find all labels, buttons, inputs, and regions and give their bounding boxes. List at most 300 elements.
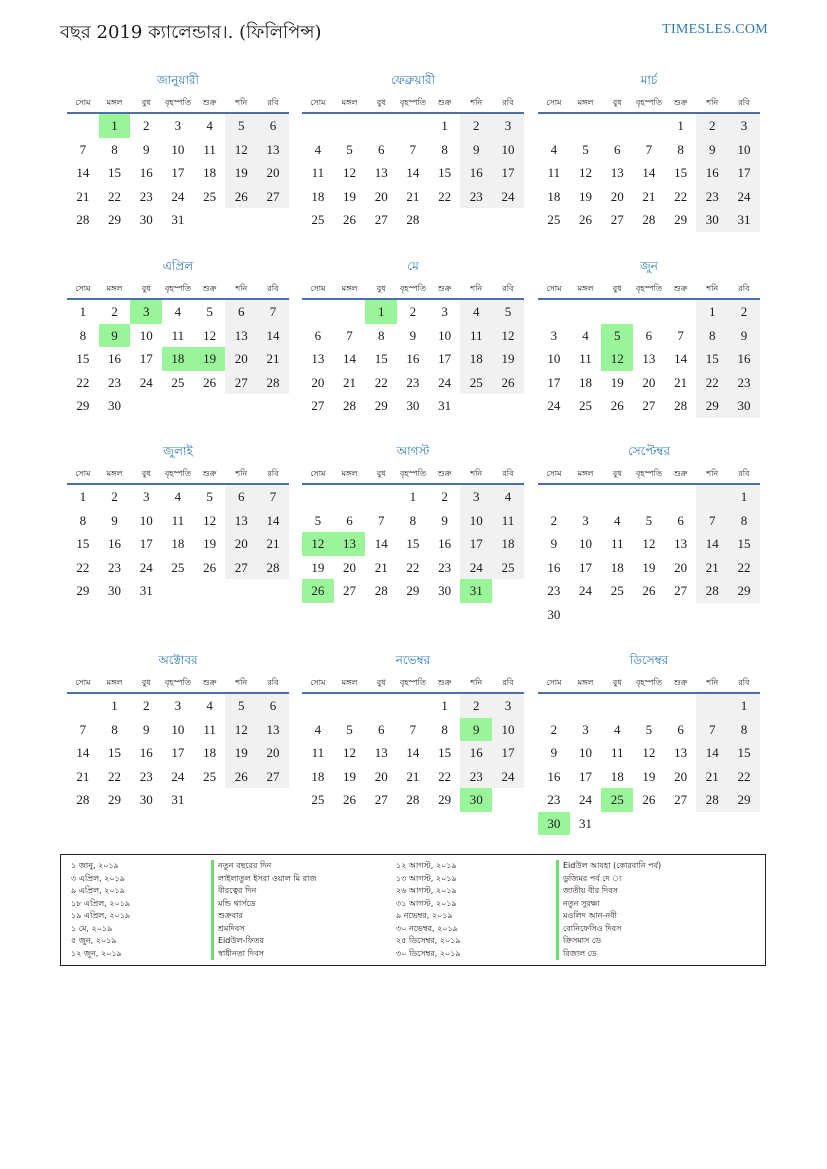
day-cell[interactable]: 16 [108, 351, 122, 366]
day-cell[interactable]: 24 [438, 374, 452, 390]
day-cell[interactable]: 28 [406, 212, 420, 227]
day-cell[interactable]: 22 [674, 188, 688, 204]
day-cell[interactable]: 6 [377, 721, 385, 737]
day-cell[interactable]: 5 [645, 512, 653, 528]
day-cell[interactable]: 19 [343, 188, 357, 204]
day-cell[interactable]: 3 [174, 118, 182, 133]
day-cell[interactable]: 16 [108, 536, 122, 551]
day-cell[interactable]: 31 [139, 583, 153, 598]
day-cell[interactable]: 12 [302, 532, 334, 556]
day-cell[interactable]: 11 [492, 509, 524, 533]
day-cell[interactable]: 17 [139, 351, 153, 366]
day-cell[interactable]: 31 [171, 212, 185, 227]
day-cell[interactable]: 29 [728, 788, 760, 812]
day-cell[interactable]: 19 [579, 188, 593, 204]
day-cell[interactable]: 17 [139, 536, 153, 551]
day-cell[interactable]: 5 [206, 304, 213, 319]
day-cell[interactable]: 22 [728, 765, 760, 789]
day-cell[interactable]: 2 [696, 114, 728, 138]
day-cell[interactable]: 25 [203, 768, 217, 784]
day-cell[interactable]: 26 [492, 371, 524, 395]
day-cell[interactable]: 15 [374, 351, 388, 366]
day-cell[interactable]: 26 [302, 579, 334, 603]
day-cell[interactable]: 11 [610, 745, 624, 760]
day-cell[interactable]: 29 [374, 398, 388, 413]
day-cell[interactable]: 25 [171, 559, 185, 575]
day-cell[interactable]: 18 [311, 768, 325, 784]
day-cell[interactable]: 1 [79, 304, 87, 319]
day-cell[interactable]: 9 [142, 141, 150, 157]
day-cell[interactable]: 18 [492, 532, 524, 556]
day-cell[interactable]: 22 [76, 559, 90, 575]
day-cell[interactable]: 30 [438, 583, 452, 598]
day-cell[interactable]: 18 [171, 536, 185, 551]
day-cell[interactable]: 13 [225, 324, 257, 348]
day-cell[interactable]: 18 [203, 745, 217, 760]
day-cell[interactable]: 12 [579, 165, 593, 180]
day-cell[interactable]: 29 [674, 212, 688, 227]
day-cell[interactable]: 27 [674, 583, 688, 598]
day-cell[interactable]: 8 [441, 141, 448, 157]
day-cell[interactable]: 21 [257, 347, 289, 371]
day-cell[interactable]: 11 [203, 141, 216, 157]
day-cell[interactable]: 31 [579, 815, 593, 831]
day-cell[interactable]: 22 [438, 188, 452, 204]
day-cell[interactable]: 20 [257, 161, 289, 185]
day-cell[interactable]: 28 [76, 792, 90, 807]
day-cell[interactable]: 9 [409, 327, 417, 343]
day-cell[interactable]: 25 [171, 374, 185, 390]
day-cell[interactable]: 6 [613, 141, 621, 157]
day-cell[interactable]: 27 [374, 792, 388, 807]
day-cell[interactable]: 14 [696, 741, 728, 765]
day-cell[interactable]: 9 [460, 718, 492, 742]
day-cell[interactable]: 21 [76, 768, 90, 784]
day-cell[interactable]: 28 [406, 792, 420, 807]
day-cell[interactable]: 12 [343, 165, 357, 180]
day-cell[interactable]: 12 [225, 138, 257, 162]
day-cell[interactable]: 26 [203, 374, 217, 390]
day-cell[interactable]: 22 [374, 374, 388, 390]
day-cell[interactable]: 22 [406, 559, 420, 575]
day-cell[interactable]: 8 [79, 327, 87, 343]
day-cell[interactable]: 11 [171, 512, 185, 528]
day-cell[interactable]: 13 [642, 351, 656, 366]
day-cell[interactable]: 20 [674, 559, 688, 575]
day-cell[interactable]: 27 [225, 556, 257, 580]
day-cell[interactable]: 16 [139, 745, 153, 760]
day-cell[interactable]: 14 [696, 532, 728, 556]
day-cell[interactable]: 15 [728, 741, 760, 765]
day-cell[interactable]: 16 [406, 351, 420, 366]
day-cell[interactable]: 16 [547, 559, 561, 575]
day-cell[interactable]: 29 [76, 398, 90, 413]
day-cell[interactable]: 20 [343, 559, 357, 575]
day-cell[interactable]: 4 [582, 327, 589, 343]
day-cell[interactable]: 10 [728, 138, 760, 162]
day-cell[interactable]: 20 [674, 768, 688, 784]
day-cell[interactable]: 12 [642, 536, 656, 551]
day-cell[interactable]: 6 [257, 694, 289, 718]
day-cell[interactable]: 15 [438, 165, 452, 180]
day-cell[interactable]: 17 [438, 351, 452, 366]
day-cell[interactable]: 11 [547, 165, 561, 180]
day-cell[interactable]: 8 [677, 141, 684, 157]
day-cell[interactable]: 6 [677, 512, 684, 528]
day-cell[interactable]: 9 [728, 324, 760, 348]
day-cell[interactable]: 10 [460, 509, 492, 533]
day-cell[interactable]: 14 [374, 536, 388, 551]
day-cell[interactable]: 10 [139, 327, 153, 343]
day-cell[interactable]: 23 [728, 371, 760, 395]
day-cell[interactable]: 1 [99, 114, 131, 138]
day-cell[interactable]: 16 [460, 161, 492, 185]
day-cell[interactable]: 24 [579, 583, 593, 598]
day-cell[interactable]: 19 [642, 559, 656, 575]
day-cell[interactable]: 8 [111, 141, 118, 157]
day-cell[interactable]: 20 [311, 374, 325, 390]
day-cell[interactable]: 25 [579, 398, 593, 413]
day-cell[interactable]: 4 [206, 118, 213, 133]
day-cell[interactable]: 31 [728, 208, 760, 232]
day-cell[interactable]: 8 [728, 718, 760, 742]
day-cell[interactable]: 7 [409, 141, 417, 157]
day-cell[interactable]: 3 [582, 721, 589, 737]
day-cell[interactable]: 10 [492, 138, 524, 162]
day-cell[interactable]: 1 [79, 489, 87, 504]
day-cell[interactable]: 17 [728, 161, 760, 185]
day-cell[interactable]: 25 [492, 556, 524, 580]
day-cell[interactable]: 4 [314, 141, 322, 157]
day-cell[interactable]: 12 [225, 718, 257, 742]
day-cell[interactable]: 13 [610, 165, 624, 180]
day-cell[interactable]: 9 [696, 138, 728, 162]
day-cell[interactable]: 2 [550, 512, 558, 528]
day-cell[interactable]: 4 [174, 304, 182, 319]
day-cell[interactable]: 17 [460, 532, 492, 556]
day-cell[interactable]: 14 [76, 745, 90, 760]
day-cell[interactable]: 4 [174, 489, 182, 504]
day-cell[interactable]: 3 [582, 512, 589, 528]
day-cell[interactable]: 18 [579, 374, 593, 390]
day-cell[interactable]: 1 [677, 118, 684, 133]
day-cell[interactable]: 1 [441, 118, 448, 133]
day-cell[interactable]: 3 [728, 114, 760, 138]
day-cell[interactable]: 17 [171, 165, 185, 180]
day-cell[interactable]: 14 [257, 509, 289, 533]
day-cell[interactable]: 4 [206, 698, 213, 713]
day-cell[interactable]: 8 [377, 327, 385, 343]
day-cell[interactable]: 4 [314, 721, 322, 737]
day-cell[interactable]: 12 [492, 324, 524, 348]
day-cell[interactable]: 13 [257, 138, 289, 162]
day-cell[interactable]: 11 [311, 745, 325, 760]
day-cell[interactable]: 8 [441, 721, 448, 737]
day-cell[interactable]: 12 [343, 745, 357, 760]
day-cell[interactable]: 1 [409, 489, 417, 504]
day-cell[interactable]: 2 [460, 114, 492, 138]
day-cell[interactable]: 26 [343, 792, 357, 807]
day-cell[interactable]: 30 [406, 398, 420, 413]
day-cell[interactable]: 23 [460, 185, 492, 209]
day-cell[interactable]: 26 [225, 185, 257, 209]
day-cell[interactable]: 7 [696, 718, 728, 742]
day-cell[interactable]: 7 [677, 327, 684, 343]
day-cell[interactable]: 24 [171, 188, 185, 204]
day-cell[interactable]: 8 [696, 324, 728, 348]
day-cell[interactable]: 17 [579, 768, 593, 784]
day-cell[interactable]: 20 [642, 374, 656, 390]
day-cell[interactable]: 9 [142, 721, 150, 737]
day-cell[interactable]: 9 [441, 512, 448, 528]
day-cell[interactable]: 15 [438, 745, 452, 760]
day-cell[interactable]: 3 [492, 114, 524, 138]
day-cell[interactable]: 15 [108, 745, 122, 760]
day-cell[interactable]: 17 [579, 559, 593, 575]
day-cell[interactable]: 2 [441, 489, 448, 504]
day-cell[interactable]: 19 [194, 347, 226, 371]
day-cell[interactable]: 29 [76, 583, 90, 598]
day-cell[interactable]: 3 [174, 698, 182, 713]
day-cell[interactable]: 23 [406, 374, 420, 390]
day-cell[interactable]: 25 [601, 788, 633, 812]
day-cell[interactable]: 27 [343, 583, 357, 598]
day-cell[interactable]: 23 [460, 765, 492, 789]
day-cell[interactable]: 27 [257, 765, 289, 789]
day-cell[interactable]: 11 [460, 324, 492, 348]
day-cell[interactable]: 19 [343, 768, 357, 784]
day-cell[interactable]: 14 [406, 745, 420, 760]
day-cell[interactable]: 30 [460, 788, 492, 812]
day-cell[interactable]: 2 [142, 118, 150, 133]
day-cell[interactable]: 2 [111, 489, 118, 504]
day-cell[interactable]: 21 [76, 188, 90, 204]
day-cell[interactable]: 22 [108, 188, 122, 204]
day-cell[interactable]: 19 [610, 374, 624, 390]
day-cell[interactable]: 9 [99, 324, 131, 348]
day-cell[interactable]: 20 [374, 188, 388, 204]
day-cell[interactable]: 12 [203, 327, 217, 343]
day-cell[interactable]: 7 [377, 512, 385, 528]
day-cell[interactable]: 26 [610, 398, 624, 413]
day-cell[interactable]: 10 [438, 327, 452, 343]
day-cell[interactable]: 24 [728, 185, 760, 209]
day-cell[interactable]: 26 [642, 792, 656, 807]
day-cell[interactable]: 26 [203, 559, 217, 575]
day-cell[interactable]: 17 [492, 161, 524, 185]
day-cell[interactable]: 12 [642, 745, 656, 760]
day-cell[interactable]: 25 [311, 212, 325, 227]
day-cell[interactable]: 25 [311, 792, 325, 807]
day-cell[interactable]: 28 [374, 583, 388, 598]
day-cell[interactable]: 24 [492, 185, 524, 209]
day-cell[interactable]: 4 [613, 721, 621, 737]
day-cell[interactable]: 6 [346, 512, 353, 528]
day-cell[interactable]: 9 [460, 138, 492, 162]
day-cell[interactable]: 7 [257, 300, 289, 324]
day-cell[interactable]: 5 [346, 141, 353, 157]
day-cell[interactable]: 5 [346, 721, 353, 737]
day-cell[interactable]: 19 [203, 536, 217, 551]
day-cell[interactable]: 8 [111, 721, 118, 737]
day-cell[interactable]: 28 [674, 398, 688, 413]
day-cell[interactable]: 28 [696, 579, 728, 603]
day-cell[interactable]: 6 [314, 327, 322, 343]
day-cell[interactable]: 10 [492, 718, 524, 742]
day-cell[interactable]: 18 [460, 347, 492, 371]
day-cell[interactable]: 5 [601, 324, 633, 348]
day-cell[interactable]: 3 [550, 327, 558, 343]
day-cell[interactable]: 21 [674, 374, 688, 390]
day-cell[interactable]: 28 [257, 556, 289, 580]
day-cell[interactable]: 21 [406, 768, 420, 784]
day-cell[interactable]: 1 [365, 300, 397, 324]
day-cell[interactable]: 4 [492, 485, 524, 509]
day-cell[interactable]: 2 [460, 694, 492, 718]
day-cell[interactable]: 27 [642, 398, 656, 413]
day-cell[interactable]: 29 [438, 792, 452, 807]
day-cell[interactable]: 15 [76, 351, 90, 366]
day-cell[interactable]: 20 [610, 188, 624, 204]
day-cell[interactable]: 30 [139, 212, 153, 227]
day-cell[interactable]: 15 [728, 532, 760, 556]
day-cell[interactable]: 14 [406, 165, 420, 180]
day-cell[interactable]: 29 [406, 583, 420, 598]
day-cell[interactable]: 6 [225, 300, 257, 324]
day-cell[interactable]: 23 [547, 792, 561, 807]
day-cell[interactable]: 21 [642, 188, 656, 204]
day-cell[interactable]: 29 [696, 394, 728, 418]
day-cell[interactable]: 18 [162, 347, 194, 371]
day-cell[interactable]: 3 [142, 489, 150, 504]
day-cell[interactable]: 18 [203, 165, 217, 180]
day-cell[interactable]: 2 [111, 304, 118, 319]
day-cell[interactable]: 2 [728, 300, 760, 324]
day-cell[interactable]: 17 [492, 741, 524, 765]
day-cell[interactable]: 22 [438, 768, 452, 784]
day-cell[interactable]: 14 [343, 351, 357, 366]
day-cell[interactable]: 3 [492, 694, 524, 718]
day-cell[interactable]: 22 [696, 371, 728, 395]
day-cell[interactable]: 11 [610, 536, 624, 551]
day-cell[interactable]: 28 [696, 788, 728, 812]
day-cell[interactable]: 4 [460, 300, 492, 324]
day-cell[interactable]: 16 [438, 536, 452, 551]
day-cell[interactable]: 28 [642, 212, 656, 227]
day-cell[interactable]: 5 [225, 694, 257, 718]
day-cell[interactable]: 28 [343, 398, 357, 413]
day-cell[interactable]: 16 [696, 161, 728, 185]
day-cell[interactable]: 15 [406, 536, 420, 551]
day-cell[interactable]: 10 [579, 536, 593, 551]
day-cell[interactable]: 20 [374, 768, 388, 784]
day-cell[interactable]: 18 [547, 188, 561, 204]
day-cell[interactable]: 9 [550, 745, 558, 760]
day-cell[interactable]: 5 [492, 300, 524, 324]
day-cell[interactable]: 13 [334, 532, 366, 556]
day-cell[interactable]: 16 [460, 741, 492, 765]
site-link[interactable]: TIMESLES.COM [662, 22, 768, 37]
day-cell[interactable]: 21 [343, 374, 357, 390]
day-cell[interactable]: 25 [460, 371, 492, 395]
day-cell[interactable]: 6 [645, 327, 653, 343]
day-cell[interactable]: 3 [441, 304, 448, 319]
day-cell[interactable]: 23 [139, 188, 153, 204]
day-cell[interactable]: 1 [111, 698, 118, 713]
day-cell[interactable]: 5 [225, 114, 257, 138]
day-cell[interactable]: 9 [111, 512, 118, 528]
day-cell[interactable]: 13 [374, 745, 388, 760]
day-cell[interactable]: 7 [79, 141, 87, 157]
day-cell[interactable]: 19 [642, 768, 656, 784]
day-cell[interactable]: 11 [171, 327, 185, 343]
day-cell[interactable]: 7 [696, 509, 728, 533]
day-cell[interactable]: 24 [492, 765, 524, 789]
day-cell[interactable]: 29 [728, 579, 760, 603]
day-cell[interactable]: 24 [139, 559, 153, 575]
day-cell[interactable]: 8 [409, 512, 417, 528]
day-cell[interactable]: 23 [139, 768, 153, 784]
day-cell[interactable]: 13 [311, 351, 325, 366]
day-cell[interactable]: 10 [171, 721, 185, 737]
day-cell[interactable]: 15 [108, 165, 122, 180]
day-cell[interactable]: 24 [171, 768, 185, 784]
day-cell[interactable]: 15 [76, 536, 90, 551]
day-cell[interactable]: 5 [314, 512, 322, 528]
day-cell[interactable]: 15 [674, 165, 688, 180]
day-cell[interactable]: 1 [728, 485, 760, 509]
day-cell[interactable]: 22 [728, 556, 760, 580]
day-cell[interactable]: 27 [374, 212, 388, 227]
day-cell[interactable]: 23 [696, 185, 728, 209]
day-cell[interactable]: 22 [76, 374, 90, 390]
day-cell[interactable]: 19 [492, 347, 524, 371]
day-cell[interactable]: 6 [677, 721, 684, 737]
day-cell[interactable]: 26 [642, 583, 656, 598]
day-cell[interactable]: 13 [674, 745, 688, 760]
day-cell[interactable]: 26 [343, 212, 357, 227]
day-cell[interactable]: 1 [441, 698, 448, 713]
day-cell[interactable]: 11 [311, 165, 325, 180]
day-cell[interactable]: 2 [409, 304, 417, 319]
day-cell[interactable]: 1 [696, 300, 728, 324]
day-cell[interactable]: 7 [257, 485, 289, 509]
day-cell[interactable]: 18 [311, 188, 325, 204]
day-cell[interactable]: 21 [696, 765, 728, 789]
day-cell[interactable]: 14 [642, 165, 656, 180]
day-cell[interactable]: 4 [550, 141, 558, 157]
day-cell[interactable]: 20 [257, 741, 289, 765]
day-cell[interactable]: 7 [645, 141, 653, 157]
day-cell[interactable]: 15 [696, 347, 728, 371]
day-cell[interactable]: 11 [203, 721, 216, 737]
day-cell[interactable]: 8 [79, 512, 87, 528]
day-cell[interactable]: 30 [108, 398, 122, 413]
day-cell[interactable]: 29 [108, 792, 122, 807]
day-cell[interactable]: 6 [257, 114, 289, 138]
day-cell[interactable]: 2 [550, 721, 558, 737]
day-cell[interactable]: 16 [728, 347, 760, 371]
day-cell[interactable]: 30 [547, 606, 561, 622]
day-cell[interactable]: 12 [203, 512, 217, 528]
day-cell[interactable]: 22 [108, 768, 122, 784]
day-cell[interactable]: 14 [76, 165, 90, 180]
day-cell[interactable]: 13 [374, 165, 388, 180]
day-cell[interactable]: 28 [76, 212, 90, 227]
day-cell[interactable]: 2 [142, 698, 150, 713]
day-cell[interactable]: 17 [171, 745, 185, 760]
day-cell[interactable]: 30 [696, 208, 728, 232]
